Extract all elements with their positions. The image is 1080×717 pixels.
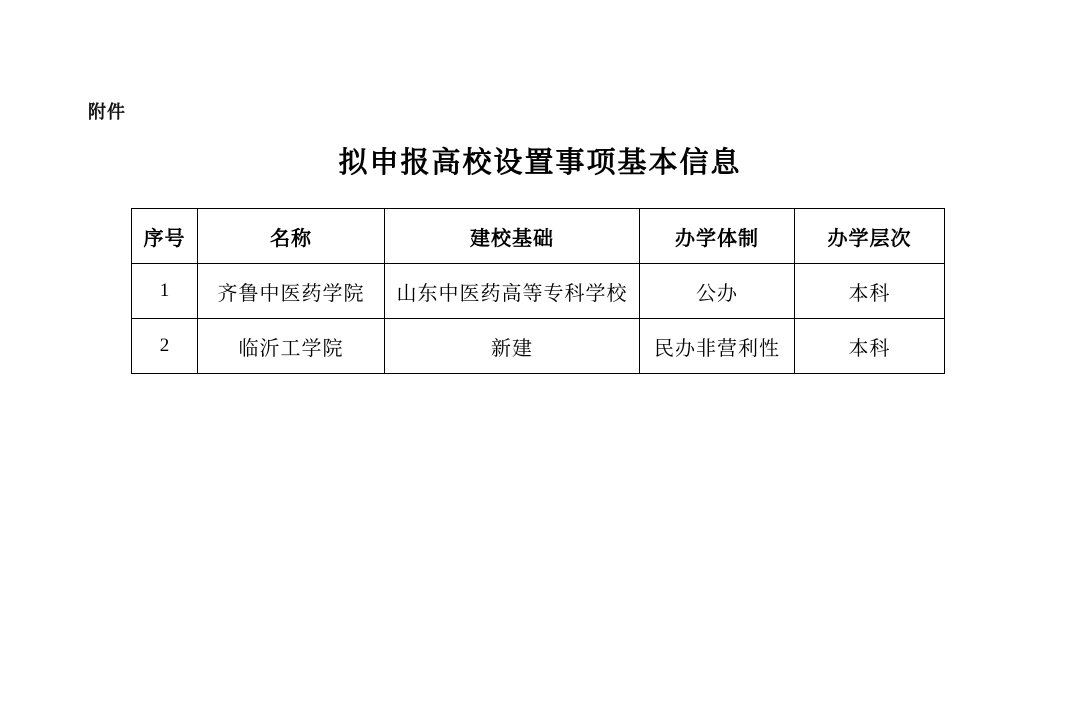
- cell-index: 2: [132, 319, 198, 374]
- table-header-row: [132, 209, 945, 264]
- cell-level: 本科: [795, 264, 945, 319]
- cell-level: 本科: [795, 319, 945, 374]
- cell-foundation: 山东中医药高等专科学校: [385, 264, 640, 319]
- column-header-index: 序号: [132, 209, 198, 264]
- page-title: 拟申报高校设置事项基本信息: [338, 147, 742, 179]
- cell-system: 民办非营利性: [640, 319, 795, 374]
- cell-name: 齐鲁中医药学院: [198, 264, 385, 319]
- table-container: [131, 208, 944, 374]
- cell-system: 公办: [640, 264, 795, 319]
- table-row: [132, 319, 945, 374]
- info-table: [131, 208, 945, 374]
- table-row: [132, 264, 945, 319]
- cell-index: 1: [132, 264, 198, 319]
- column-header-level: 办学层次: [795, 209, 945, 264]
- cell-foundation: 新建: [385, 319, 640, 374]
- column-header-system: 办学体制: [640, 209, 795, 264]
- column-header-name: 名称: [198, 209, 385, 264]
- column-header-foundation: 建校基础: [385, 209, 640, 264]
- cell-name: 临沂工学院: [198, 319, 385, 374]
- attachment-label: 附件: [88, 102, 126, 122]
